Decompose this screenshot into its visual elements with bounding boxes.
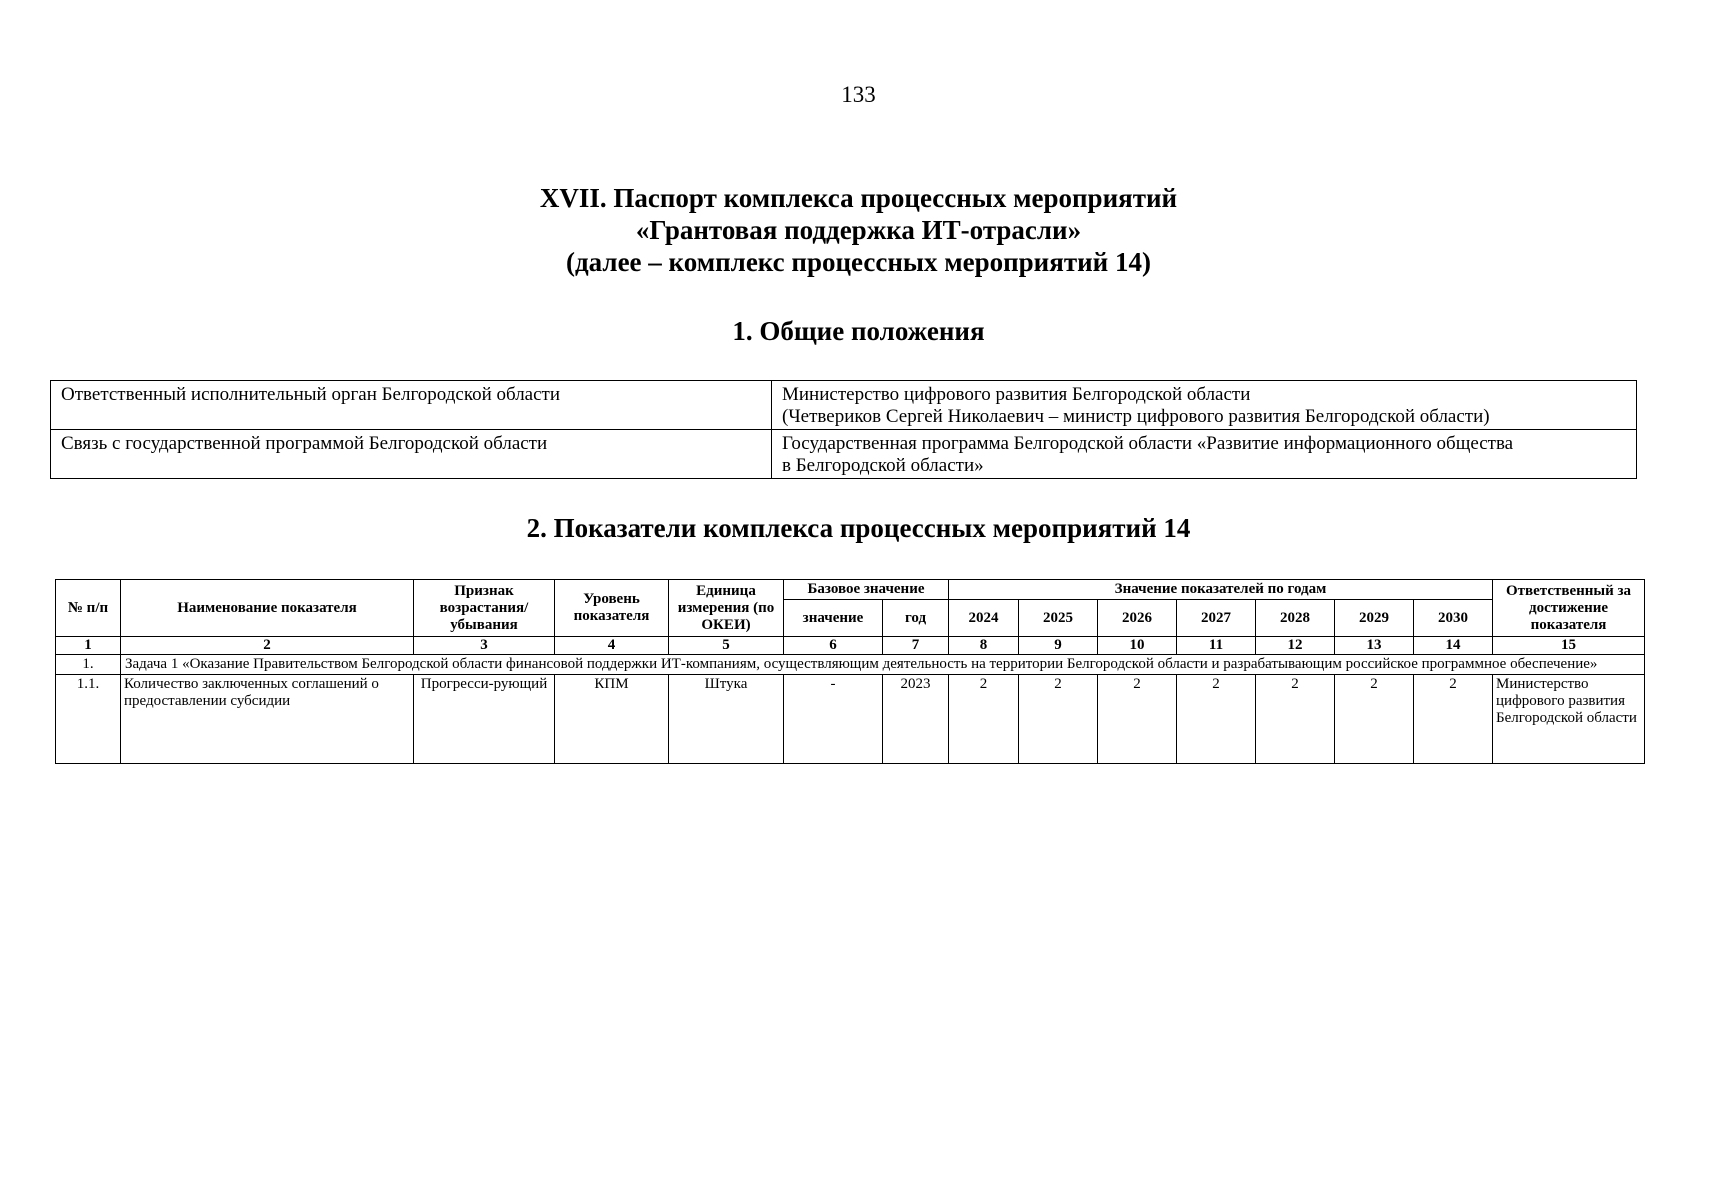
title-line-2: «Грантовая поддержка ИТ-отрасли» xyxy=(635,215,1082,245)
column-number: 15 xyxy=(1493,637,1645,655)
header-by-years: Значение показателей по годам xyxy=(949,580,1493,600)
year-value: 2 xyxy=(1256,675,1335,764)
header-base-value: значение xyxy=(784,600,883,637)
header-responsible: Ответственный за достижение показателя xyxy=(1493,580,1645,637)
document-title xyxy=(0,182,1717,278)
header-sign: Признак возрастания/ убывания xyxy=(414,580,555,637)
year-value: 2 xyxy=(949,675,1019,764)
title-line-1: XVII. Паспорт комплекса процессных мероприятий xyxy=(539,183,1178,213)
header-year: 2027 xyxy=(1177,600,1256,637)
indicator-level: КПМ xyxy=(555,675,669,764)
year-value: 2 xyxy=(1177,675,1256,764)
column-number: 8 xyxy=(949,637,1019,655)
program-link-value xyxy=(772,430,1637,479)
indicator-name: Количество заключенных соглашений о предоставлении субсидии xyxy=(121,675,414,764)
year-value: 2 xyxy=(1414,675,1493,764)
header-row xyxy=(56,580,1645,600)
indicators-table xyxy=(55,579,1645,764)
year-value: 2 xyxy=(1335,675,1414,764)
column-number: 12 xyxy=(1256,637,1335,655)
header-num: № п/п xyxy=(56,580,121,637)
header-year: 2025 xyxy=(1019,600,1098,637)
value-line: Государственная программа Белгородской области «Развитие информационного общества xyxy=(782,433,1514,454)
column-number: 10 xyxy=(1098,637,1177,655)
task-text: Задача 1 «Оказание Правительством Белгородской области финансовой поддержки ИТ-компаниям, осуществляющим деятельность на территории Белгородской области и разрабатывающим российское программное обеспечение» xyxy=(121,655,1645,675)
header-year: 2026 xyxy=(1098,600,1177,637)
indicator-sign: Прогресси-рующий xyxy=(414,675,555,764)
header-base-year: год xyxy=(883,600,949,637)
column-number: 7 xyxy=(883,637,949,655)
column-number: 6 xyxy=(784,637,883,655)
page-number: 133 xyxy=(841,82,876,107)
header-level: Уровень показателя xyxy=(555,580,669,637)
column-number: 5 xyxy=(669,637,784,655)
column-number: 13 xyxy=(1335,637,1414,655)
header-unit: Единица измерения (по ОКЕИ) xyxy=(669,580,784,637)
value-line: в Белгородской области» xyxy=(782,455,984,476)
header-year: 2030 xyxy=(1414,600,1493,637)
row-num: 1.1. xyxy=(56,675,121,764)
header-year: 2028 xyxy=(1256,600,1335,637)
year-value: 2 xyxy=(1019,675,1098,764)
value-line: Министерство цифрового развития Белгородской области xyxy=(782,384,1251,405)
header-year: 2024 xyxy=(949,600,1019,637)
table-row xyxy=(51,430,1637,479)
program-link-label: Связь с государственной программой Белгородской области xyxy=(51,430,772,479)
column-number: 11 xyxy=(1177,637,1256,655)
header-base: Базовое значение xyxy=(784,580,949,600)
section-2-title: 2. Показатели комплекса процессных мероприятий 14 xyxy=(526,513,1191,543)
column-number: 2 xyxy=(121,637,414,655)
column-numbers-row xyxy=(56,637,1645,655)
column-number: 3 xyxy=(414,637,555,655)
responsible-organ-value xyxy=(772,381,1637,430)
task-num: 1. xyxy=(56,655,121,675)
base-year: 2023 xyxy=(883,675,949,764)
indicator-unit: Штука xyxy=(669,675,784,764)
header-name: Наименование показателя xyxy=(121,580,414,637)
value-line: (Четвериков Сергей Николаевич – министр цифрового развития Белгородской области) xyxy=(782,406,1490,427)
base-value: - xyxy=(784,675,883,764)
column-number: 14 xyxy=(1414,637,1493,655)
general-provisions-table xyxy=(50,380,1637,479)
column-number: 1 xyxy=(56,637,121,655)
year-value: 2 xyxy=(1098,675,1177,764)
header-year: 2029 xyxy=(1335,600,1414,637)
table-row xyxy=(56,675,1645,764)
column-number: 9 xyxy=(1019,637,1098,655)
section-1-title: 1. Общие положения xyxy=(732,316,985,346)
table-row xyxy=(51,381,1637,430)
responsible-organ-label: Ответственный исполнительный орган Белгородской области xyxy=(51,381,772,430)
title-line-3: (далее – комплекс процессных мероприятий 14) xyxy=(566,247,1151,277)
column-number: 4 xyxy=(555,637,669,655)
responsible-party: Министерство цифрового развития Белгородской области xyxy=(1493,675,1645,764)
task-row xyxy=(56,655,1645,675)
